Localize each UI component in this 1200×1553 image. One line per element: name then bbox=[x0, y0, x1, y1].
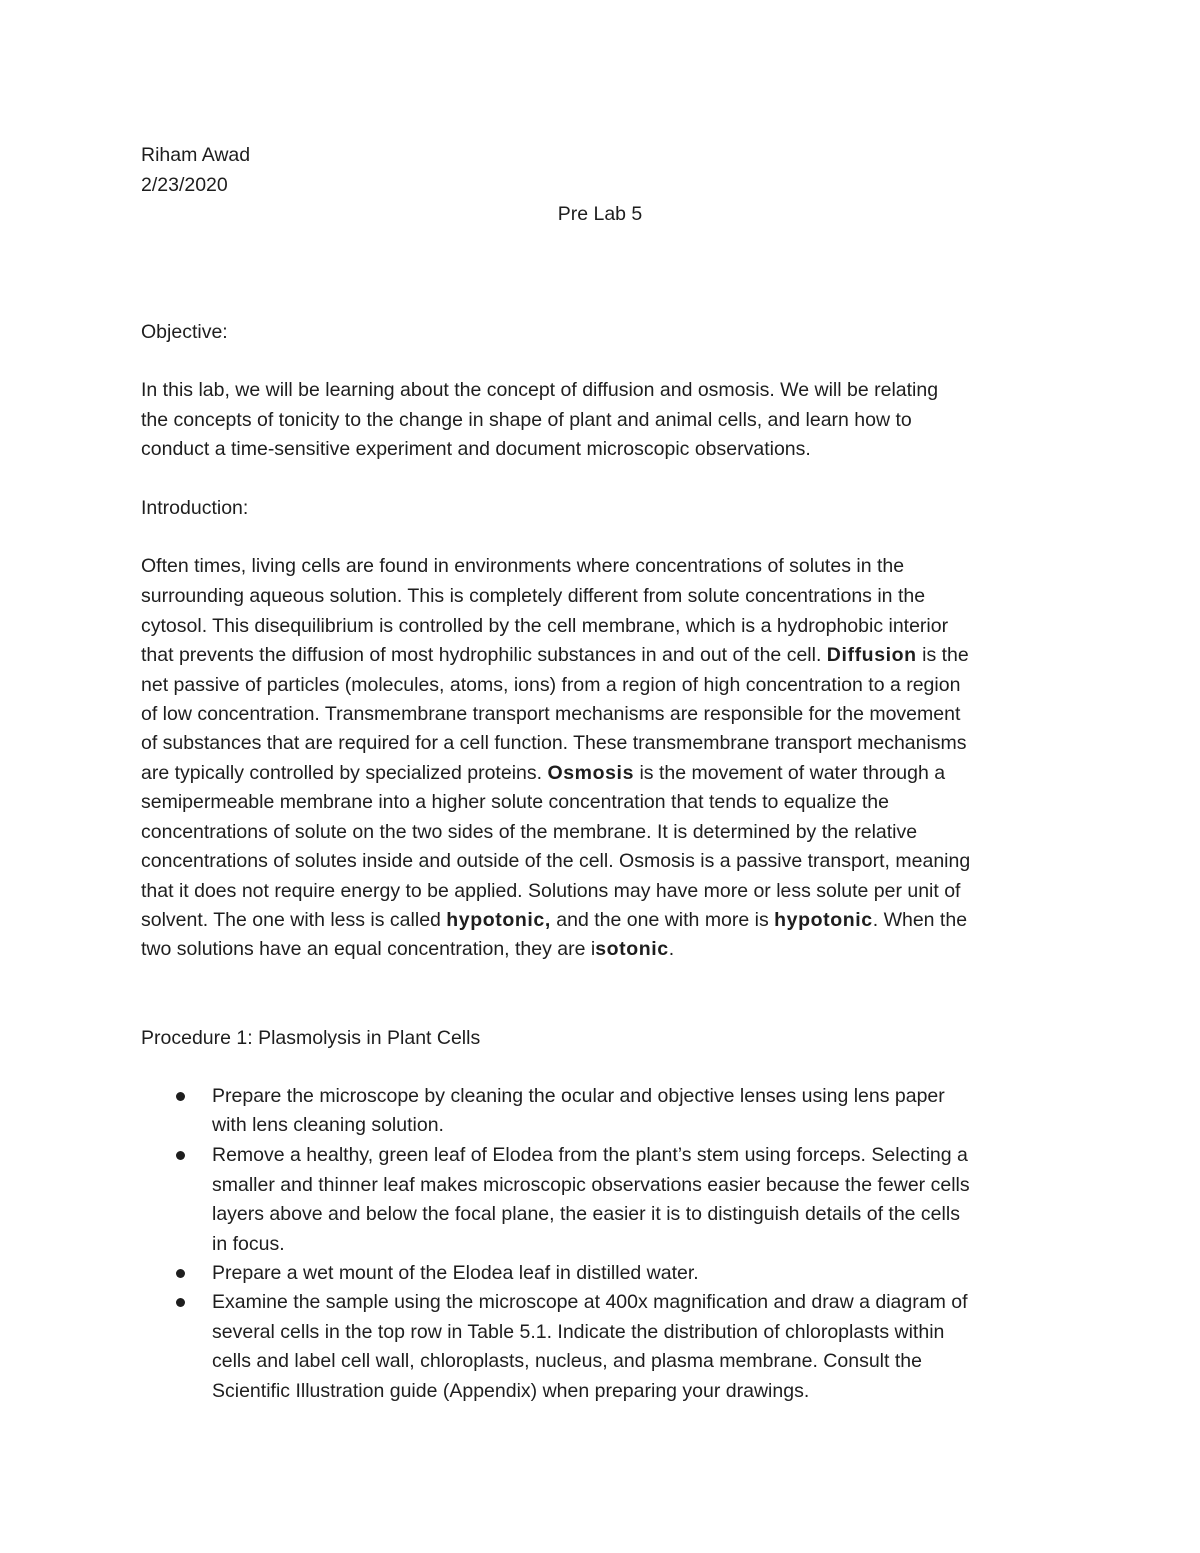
procedure-heading: Procedure 1: Plasmolysis in Plant Cells bbox=[141, 1027, 481, 1049]
procedure-step-line: with lens cleaning solution. bbox=[212, 1114, 444, 1136]
procedure-step-line: Examine the sample using the microscope at 400x magnification and draw a diagram of bbox=[212, 1291, 968, 1313]
procedure-step-line: several cells in the top row in Table 5.1. Indicate the distribution of chloroplasts within bbox=[212, 1321, 945, 1343]
introduction-text: . When the bbox=[872, 909, 968, 931]
term-hypotonic: hypotonic bbox=[774, 909, 873, 931]
bullet-icon bbox=[176, 1269, 185, 1278]
procedure-step-line: cells and label cell wall, chloroplasts, nucleus, and plasma membrane. Consult the bbox=[212, 1350, 922, 1372]
introduction-text: is the movement of water through a bbox=[634, 762, 946, 784]
introduction-heading: Introduction: bbox=[141, 497, 249, 519]
introduction-text: . bbox=[668, 938, 675, 960]
term-osmosis: Osmosis bbox=[547, 762, 635, 784]
introduction-line bbox=[141, 640, 969, 670]
bullet-icon bbox=[176, 1151, 185, 1160]
author-name: Riham Awad bbox=[141, 144, 251, 166]
term-diffusion: Diffusion bbox=[826, 644, 917, 666]
procedure-step-line: Prepare the microscope by cleaning the ocular and objective lenses using lens paper bbox=[212, 1085, 945, 1107]
procedure-step-line: Remove a healthy, green leaf of Elodea from the plant’s stem using forceps. Selecting a bbox=[212, 1144, 968, 1166]
introduction-text: that prevents the diffusion of most hydrophilic substances in and out of the cell. bbox=[141, 644, 827, 666]
introduction-text: solvent. The one with less is called bbox=[141, 909, 447, 931]
procedure-step-line: in focus. bbox=[212, 1233, 285, 1255]
introduction-line: that it does not require energy to be applied. Solutions may have more or less solute per unit of bbox=[141, 880, 961, 902]
introduction-line: net passive of particles (molecules, atoms, ions) from a region of high concentration to a region bbox=[141, 674, 961, 696]
procedure-step-line: layers above and below the focal plane, the easier it is to distinguish details of the cells bbox=[212, 1203, 960, 1225]
procedure-step-line: Prepare a wet mount of the Elodea leaf in distilled water. bbox=[212, 1262, 699, 1284]
introduction-text: two solutions have an equal concentration, they are i bbox=[141, 938, 596, 960]
introduction-line bbox=[141, 934, 674, 964]
introduction-line bbox=[141, 758, 945, 788]
document-title: Pre Lab 5 bbox=[557, 203, 643, 225]
introduction-line: Often times, living cells are found in environments where concentrations of solutes in the bbox=[141, 555, 905, 577]
introduction-line: concentrations of solutes inside and outside of the cell. Osmosis is a passive transport, meaning bbox=[141, 850, 971, 872]
introduction-text: is the bbox=[916, 644, 969, 666]
introduction-line: semipermeable membrane into a higher solute concentration that tends to equalize the bbox=[141, 791, 889, 813]
introduction-text: are typically controlled by specialized proteins. bbox=[141, 762, 548, 784]
objective-line: In this lab, we will be learning about the concept of diffusion and osmosis. We will be relating bbox=[141, 379, 939, 401]
bullet-icon bbox=[176, 1298, 185, 1307]
bullet-icon bbox=[176, 1092, 185, 1101]
document-date: 2/23/2020 bbox=[141, 174, 228, 196]
introduction-line: cytosol. This disequilibrium is controlled by the cell membrane, which is a hydrophobic interior bbox=[141, 615, 949, 637]
term-isotonic: sotonic bbox=[595, 938, 669, 960]
introduction-line bbox=[141, 905, 967, 935]
objective-heading: Objective: bbox=[141, 321, 228, 343]
procedure-step-line: Scientific Illustration guide (Appendix) when preparing your drawings. bbox=[212, 1380, 810, 1402]
term-hypotonic: hypotonic, bbox=[446, 909, 551, 931]
objective-line: the concepts of tonicity to the change in shape of plant and animal cells, and learn how to bbox=[141, 409, 912, 431]
introduction-line: surrounding aqueous solution. This is completely different from solute concentrations in the bbox=[141, 585, 926, 607]
introduction-line: concentrations of solute on the two sides of the membrane. It is determined by the relative bbox=[141, 821, 918, 843]
introduction-line: of low concentration. Transmembrane transport mechanisms are responsible for the movement bbox=[141, 703, 961, 725]
introduction-text: and the one with more is bbox=[550, 909, 775, 931]
objective-line: conduct a time-sensitive experiment and document microscopic observations. bbox=[141, 438, 811, 460]
procedure-step-line: smaller and thinner leaf makes microscopic observations easier because the fewer cells bbox=[212, 1174, 970, 1196]
introduction-line: of substances that are required for a cell function. These transmembrane transport mechanisms bbox=[141, 732, 967, 754]
